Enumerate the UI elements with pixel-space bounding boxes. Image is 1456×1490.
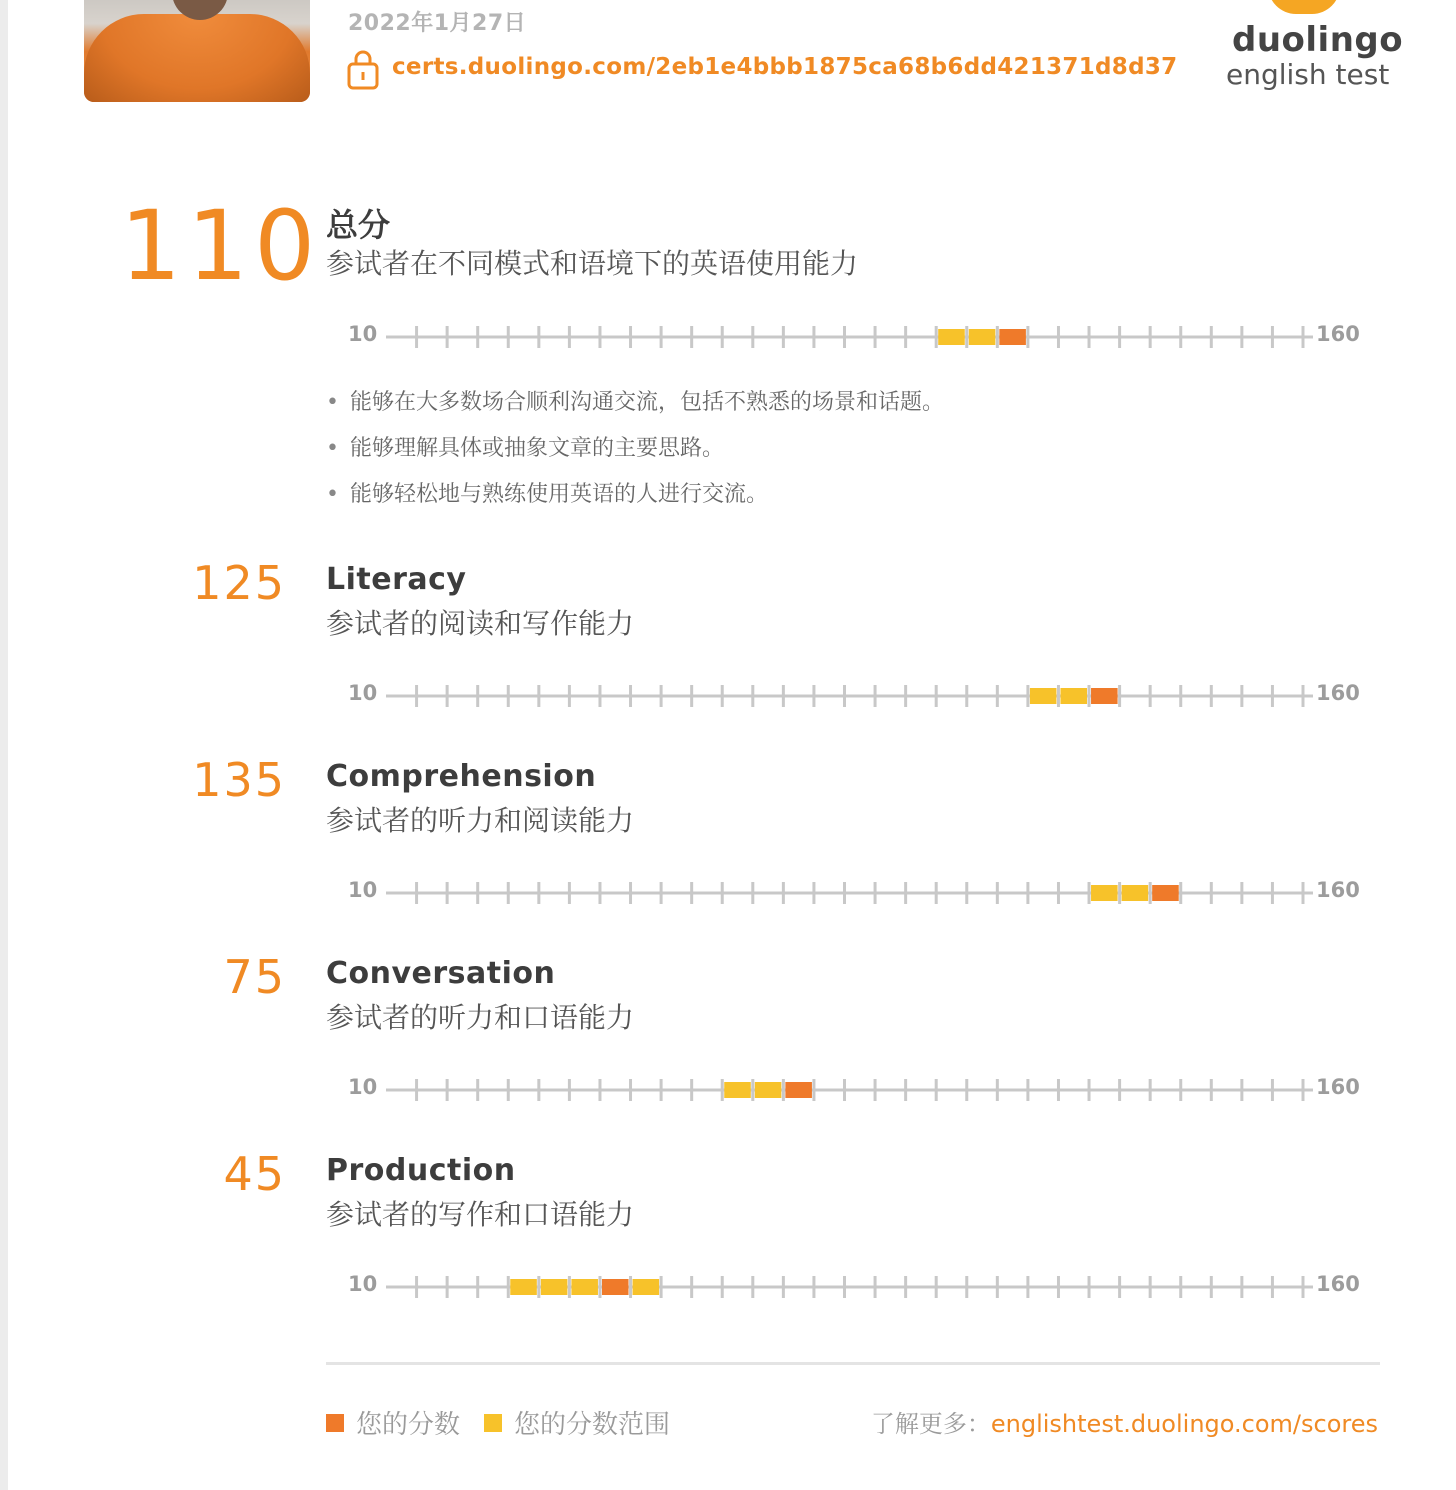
literacy-score: 125 [192, 556, 286, 610]
scale-min-label: 10 [348, 878, 378, 902]
certificate-header [0, 0, 1456, 120]
literacy-score-segment [1091, 688, 1118, 704]
scale-max-label: 160 [1316, 322, 1360, 346]
conversation-score: 75 [223, 950, 286, 1004]
scale-min-label: 10 [348, 1075, 378, 1099]
literacy-range-segment [1060, 688, 1087, 704]
literacy-range-segment [1030, 688, 1057, 704]
production-score-scale [348, 1272, 1358, 1302]
production-range-segment [510, 1279, 537, 1295]
overall-score: 110 [120, 190, 322, 302]
list-item [326, 384, 944, 430]
overall-ability-list [326, 384, 944, 522]
score-swatch [326, 1414, 344, 1432]
scale-track [348, 681, 1358, 711]
conversation-title: Conversation [326, 956, 556, 991]
comprehension-title: Comprehension [326, 759, 597, 794]
footer-divider [326, 1362, 1380, 1365]
duolingo-owl-icon [1268, 0, 1340, 14]
scale-track [348, 878, 1358, 908]
bullet-icon: • [326, 482, 339, 507]
legend-range-label: 您的分数范围 [514, 1410, 671, 1440]
photo-shirt [84, 14, 310, 102]
page-edge [0, 0, 8, 1490]
scale-track [348, 1272, 1358, 1302]
scale-max-label: 160 [1316, 681, 1360, 705]
overall-description: 参试者在不同模式和语境下的英语使用能力 [326, 247, 859, 280]
comprehension-score: 135 [192, 753, 286, 807]
scale-min-label: 10 [348, 681, 378, 705]
test-date: 2022年1月27日 [348, 11, 527, 36]
lock-icon [346, 50, 380, 90]
overall-range-segment [938, 329, 965, 345]
scale-max-label: 160 [1316, 1075, 1360, 1099]
production-description: 参试者的写作和口语能力 [326, 1198, 635, 1231]
bullet-text: 能够轻松地与熟练使用英语的人进行交流。 [350, 482, 769, 507]
scale-min-label: 10 [348, 322, 378, 346]
learn-more [871, 1404, 1378, 1439]
legend-range [484, 1404, 670, 1441]
conversation-range-segment [724, 1082, 751, 1098]
literacy-score-scale [348, 681, 1358, 711]
certificate-url-link[interactable]: certs.duolingo.com/2eb1e4bbb1875ca68b6dd421371d8d37 [392, 54, 1178, 80]
scale-min-label: 10 [348, 1272, 378, 1296]
test-taker-photo [84, 0, 310, 102]
comprehension-score-segment [1152, 885, 1179, 901]
conversation-score-segment [785, 1082, 812, 1098]
literacy-description: 参试者的阅读和写作能力 [326, 607, 635, 640]
comprehension-score-scale [348, 878, 1358, 908]
bullet-icon: • [326, 436, 339, 461]
production-score-segment [602, 1279, 629, 1295]
literacy-title: Literacy [326, 562, 467, 597]
scale-max-label: 160 [1316, 1272, 1360, 1296]
conversation-description: 参试者的听力和口语能力 [326, 1001, 635, 1034]
learn-more-label: 了解更多： [870, 1410, 991, 1438]
bullet-text: 能够在大多数场合顺利沟通交流，包括不熟悉的场景和话题。 [350, 390, 945, 415]
comprehension-description: 参试者的听力和阅读能力 [326, 804, 635, 837]
scale-track [348, 1075, 1358, 1105]
conversation-range-segment [755, 1082, 782, 1098]
scale-max-label: 160 [1316, 878, 1360, 902]
production-range-segment [541, 1279, 568, 1295]
comprehension-range-segment [1091, 885, 1118, 901]
range-swatch [484, 1414, 502, 1432]
overall-range-segment [969, 329, 996, 345]
learn-more-link[interactable]: englishtest.duolingo.com/scores [990, 1410, 1378, 1438]
bullet-icon: • [326, 390, 339, 415]
bullet-text: 能够理解具体或抽象文章的主要思路。 [350, 436, 725, 461]
overall-score-segment [999, 329, 1026, 345]
comprehension-range-segment [1122, 885, 1149, 901]
production-score: 45 [223, 1147, 286, 1201]
scale-track [348, 322, 1358, 352]
production-range-segment [633, 1279, 660, 1295]
list-item [326, 430, 944, 476]
brand-subtitle: english test [1226, 58, 1390, 91]
legend-score [326, 1404, 460, 1441]
conversation-score-scale [348, 1075, 1358, 1105]
list-item [326, 476, 944, 522]
overall-title: 总分 [326, 206, 391, 244]
brand-name: duolingo [1232, 20, 1404, 60]
overall-score-scale [348, 322, 1358, 352]
production-title: Production [326, 1153, 516, 1188]
legend-score-label: 您的分数 [356, 1410, 461, 1440]
production-range-segment [571, 1279, 598, 1295]
